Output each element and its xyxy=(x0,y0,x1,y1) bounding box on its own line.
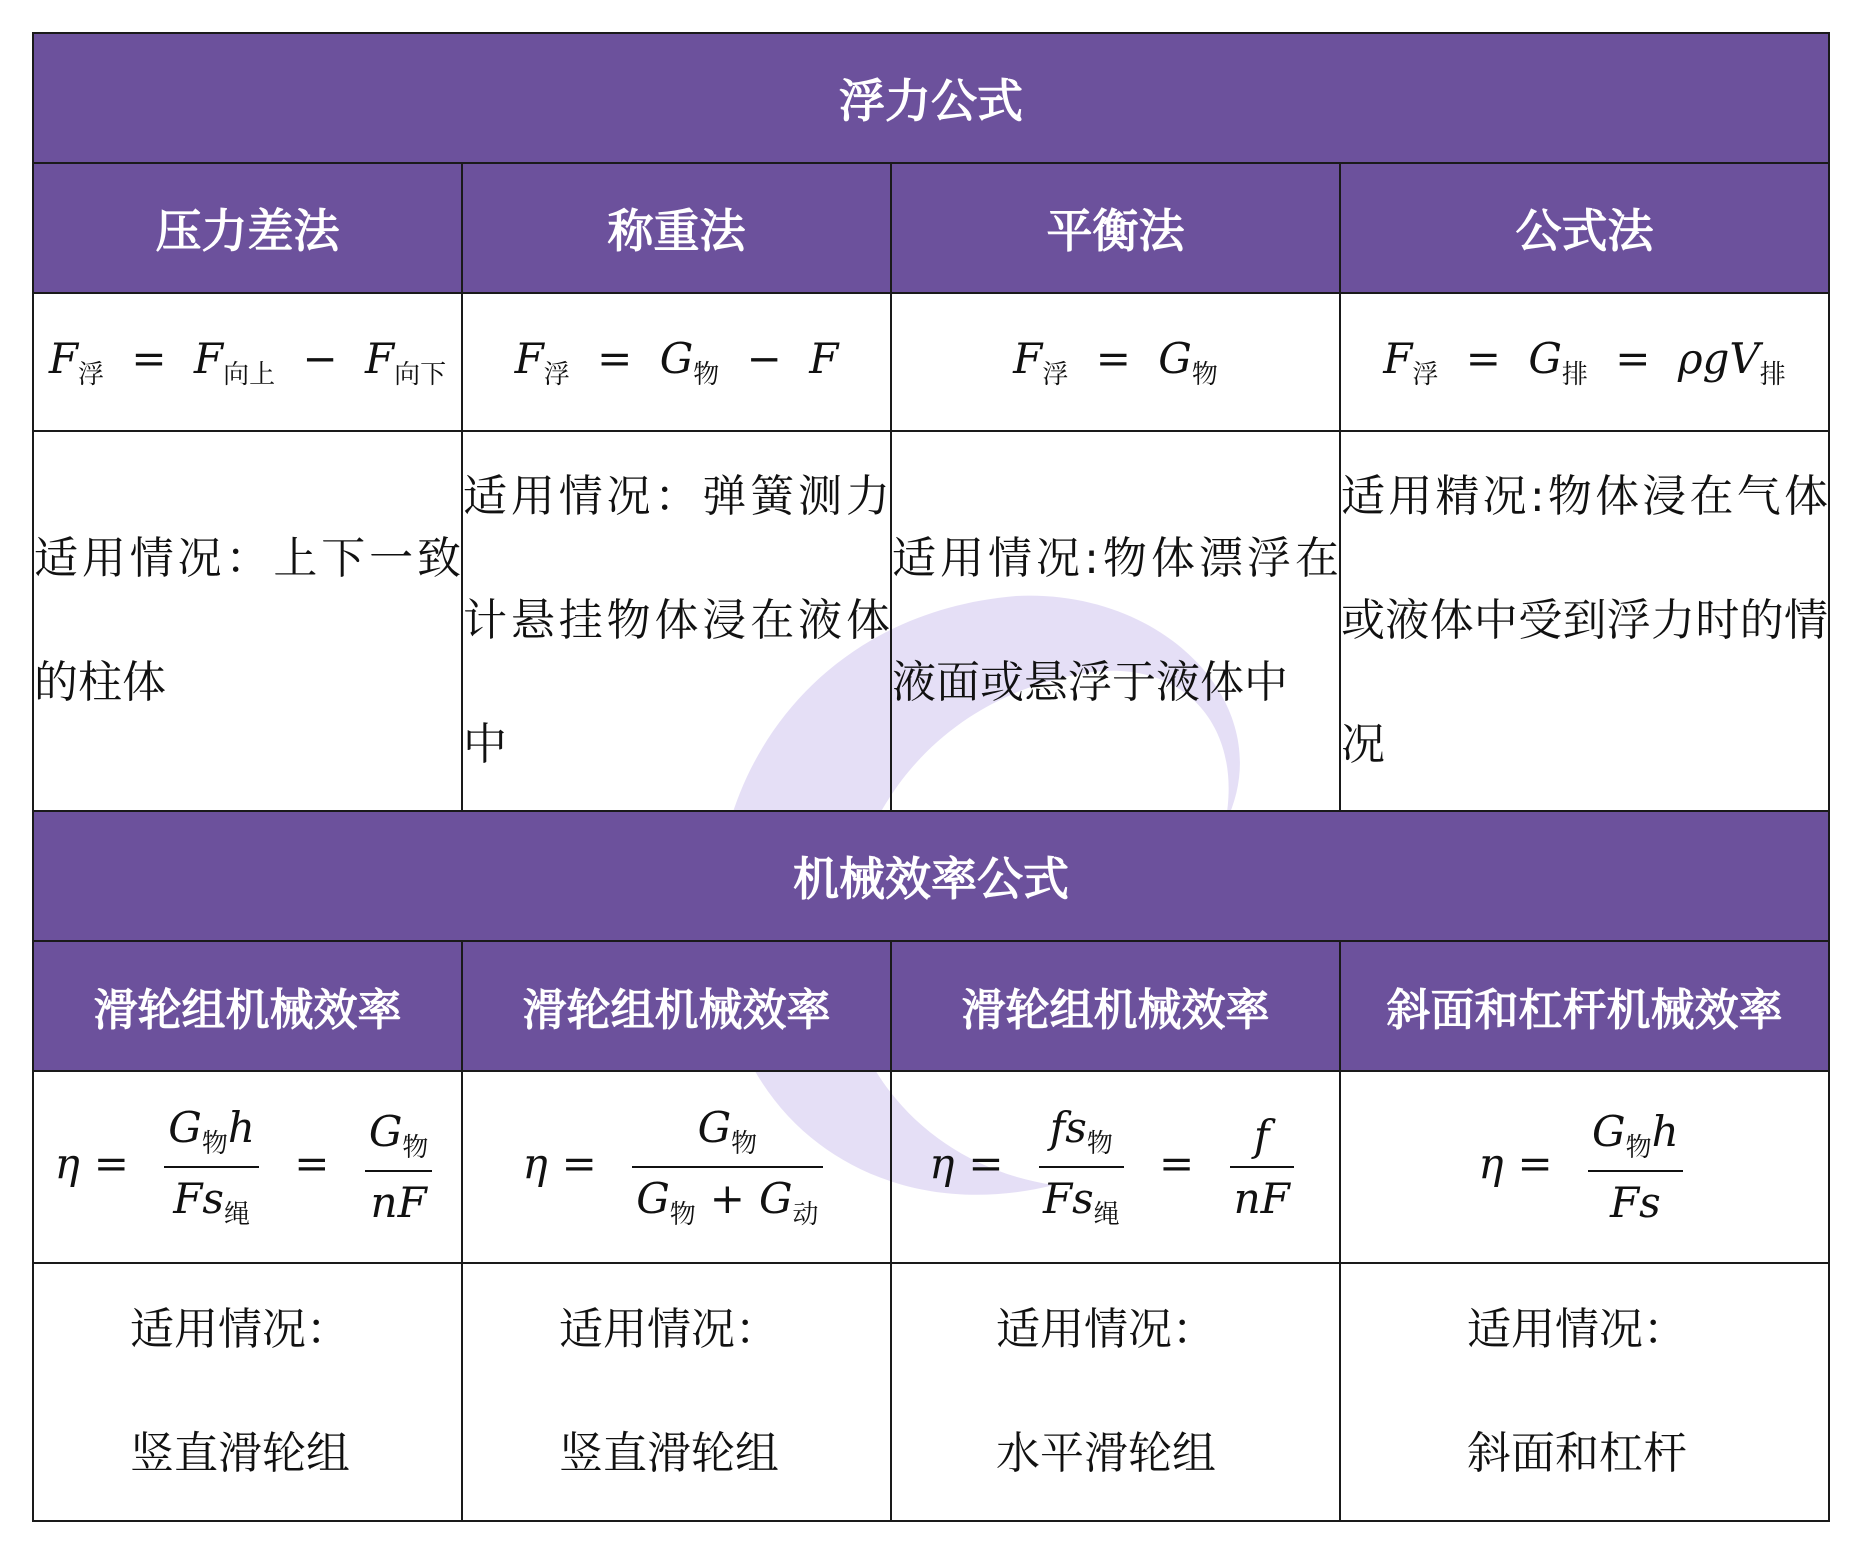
method-balance: 平衡法 xyxy=(891,163,1340,293)
formula-table xyxy=(32,32,1830,1522)
formula-balance: $F_浮 = G_物$ xyxy=(891,293,1340,431)
formula-horizontal-pulley: η = $\frac{fs_物}{Fs_绳}$ = $\frac{f}{nF}$ xyxy=(891,1071,1340,1263)
method-weighing: 称重法 xyxy=(462,163,891,293)
desc-horizontal-pulley: 适用情况： 水平滑轮组 xyxy=(891,1263,1340,1521)
method-horizontal-pulley: 滑轮组机械效率 xyxy=(891,941,1340,1071)
efficiency-title: 机械效率公式 xyxy=(33,811,1829,941)
method-vertical-pulley: 滑轮组机械效率 xyxy=(33,941,462,1071)
desc-pressure-difference: 适用情况：上下一致的柱体 xyxy=(33,431,462,811)
desc-balance: 适用情况:物体漂浮在 液面或悬浮于液体中 xyxy=(891,431,1340,811)
formula-incline-lever: η = $\frac{G_物h}{Fs}$ xyxy=(1340,1071,1829,1263)
method-incline-lever: 斜面和杠杆机械效率 xyxy=(1340,941,1829,1071)
method-formula: 公式法 xyxy=(1340,163,1829,293)
method-pressure-difference: 压力差法 xyxy=(33,163,462,293)
formula-archimedes: $F_浮 = G_排 = \rho gV_排$ xyxy=(1340,293,1829,431)
desc-vertical-pulley-2: 适用情况： 竖直滑轮组 xyxy=(462,1263,891,1521)
desc-weighing: 适用情况：弹簧测力计悬挂物体浸在液体中 xyxy=(462,431,891,811)
method-vertical-pulley-2: 滑轮组机械效率 xyxy=(462,941,891,1071)
desc-archimedes: 适用精况:物体浸在气体或液体中受到浮力时的情况 xyxy=(1340,431,1829,811)
buoyancy-title: 浮力公式 xyxy=(33,33,1829,163)
formula-vertical-pulley-ideal: η = $\frac{G_物}{G_物 + G_动}$ xyxy=(462,1071,891,1263)
desc-vertical-pulley: 适用情况： 竖直滑轮组 xyxy=(33,1263,462,1521)
formula-vertical-pulley: η = $\frac{G_物h}{Fs_绳}$ = $\frac{G_物}{nF}$ xyxy=(33,1071,462,1263)
formula-weighing: $F_浮 = G_物 - F$ xyxy=(462,293,891,431)
desc-incline-lever: 适用情况： 斜面和杠杆 xyxy=(1340,1263,1829,1521)
formula-pressure-difference: $F_浮 = F_{向上} - F_{向下}$ xyxy=(33,293,462,431)
